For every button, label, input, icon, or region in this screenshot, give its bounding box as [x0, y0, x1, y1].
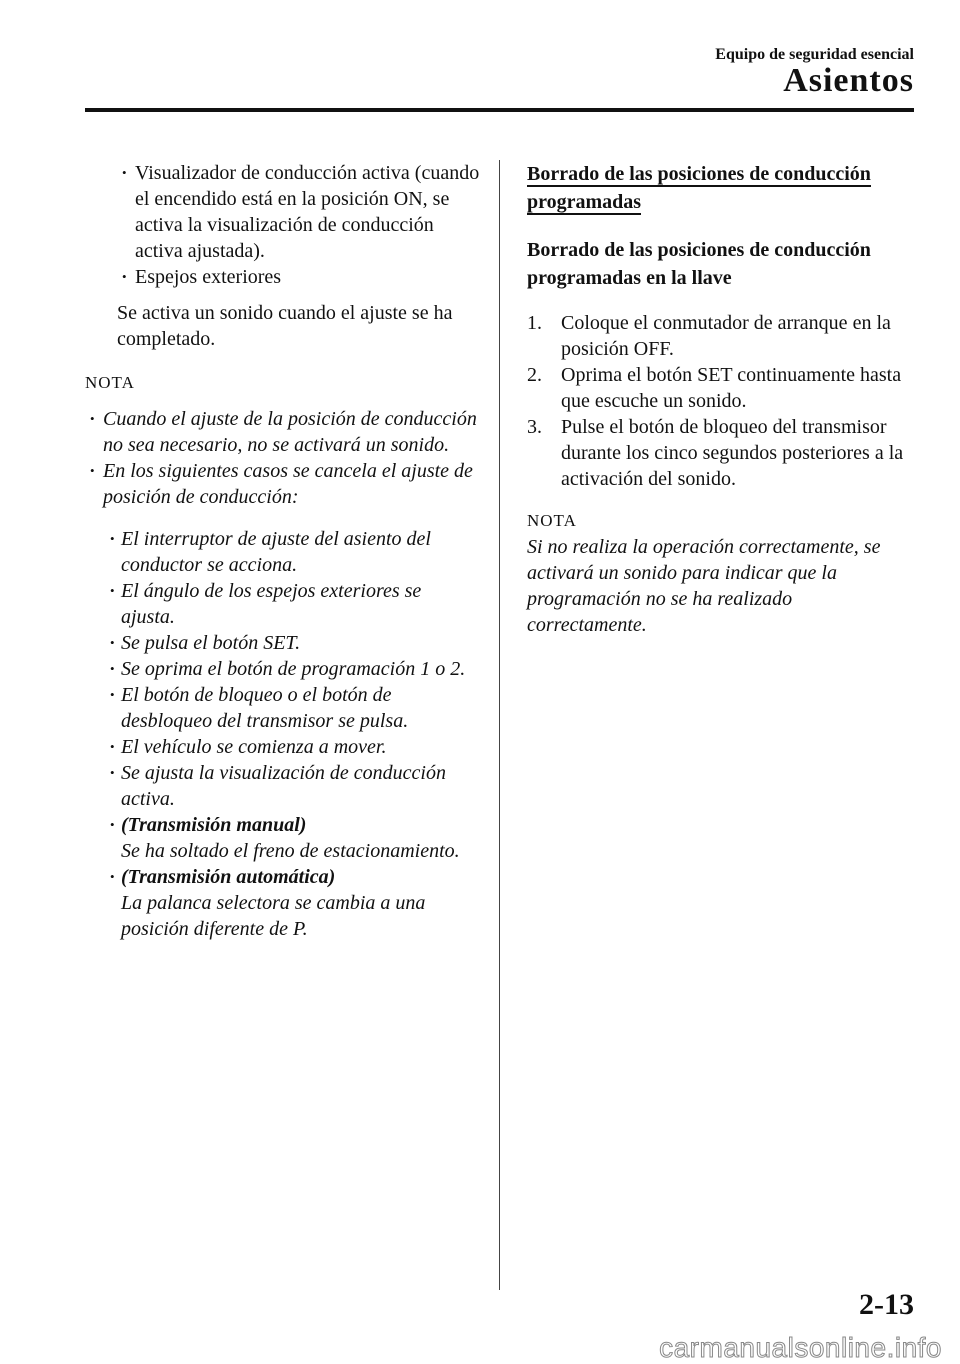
step-item: [527, 362, 915, 414]
bullet-icon: •: [110, 869, 115, 884]
header-rule: [85, 108, 914, 112]
left-column: [85, 160, 480, 942]
right-column: [527, 160, 915, 638]
cancel-condition-item: [85, 760, 480, 812]
page-number: 2-13: [859, 1288, 914, 1321]
bullet-icon: •: [122, 269, 127, 284]
bullet-icon: •: [110, 635, 115, 650]
step-text: Pulse el botón de bloqueo del transmisor durante los cinco segundos posteriores a la activación del sonido.: [561, 416, 904, 490]
section-heading-wrap: [527, 160, 915, 216]
steps-list: [527, 310, 915, 492]
cancel-condition-item: [85, 864, 480, 942]
bullet-icon: •: [90, 463, 95, 478]
note-item: [85, 458, 480, 510]
cancel-condition-text: El botón de bloqueo o el botón de desbloqueo del transmisor se pulsa.: [121, 684, 409, 732]
cancel-condition-heading: (Transmisión automática): [121, 866, 336, 888]
cancel-condition-text: Se oprima el botón de programación 1 o 2.: [121, 658, 466, 680]
note-label: NOTA: [85, 373, 135, 392]
watermark: carmanualsonline.info: [659, 1332, 942, 1363]
bullet-icon: •: [110, 817, 115, 832]
cancel-condition-text: El interruptor de ajuste del asiento del conductor se acciona.: [121, 528, 431, 576]
subsection-heading: Borrado de las posiciones de conducción programadas en la llave: [527, 239, 871, 289]
step-text: Coloque el conmutador de arranque en la posición OFF.: [561, 312, 891, 360]
cancel-condition-item: [85, 630, 480, 656]
step-item: [527, 310, 915, 362]
bullet-icon: •: [122, 165, 127, 180]
note-label: NOTA: [527, 511, 577, 530]
column-divider: [499, 160, 500, 1290]
cancel-condition-text: El ángulo de los espejos exteriores se ajusta.: [121, 580, 422, 628]
bullet-icon: •: [110, 661, 115, 676]
cancel-condition-text: La palanca selectora se cambia a una posición diferente de P.: [121, 892, 426, 940]
note-item-text: En los siguientes casos se cancela el ajuste de posición de conducción:: [103, 460, 473, 508]
bullet-icon: •: [110, 531, 115, 546]
note-text: Si no realiza la operación correctamente, se activará un sonido para indicar que la programación no se ha realizado correctamente.: [527, 536, 881, 636]
bullet-icon: •: [110, 687, 115, 702]
step-text: Oprima el botón SET continuamente hasta que escuche un sonido.: [561, 364, 902, 412]
step-item: [527, 414, 915, 492]
cancel-condition-heading: (Transmisión manual): [121, 814, 307, 836]
list-item: [85, 264, 480, 290]
bullet-icon: •: [110, 583, 115, 598]
step-number: 1.: [527, 312, 542, 334]
cancel-condition-item: [85, 526, 480, 578]
cancel-condition-item: [85, 682, 480, 734]
cancel-condition-item: [85, 578, 480, 630]
cancel-condition-item: [85, 812, 480, 864]
cancel-condition-item: [85, 656, 480, 682]
section-title: Equipo de seguridad esencial: [715, 46, 914, 63]
step-number: 2.: [527, 364, 542, 386]
section-heading: Borrado de las posiciones de conducción programadas: [527, 163, 871, 213]
list-item: [85, 160, 480, 264]
cancel-condition-text: Se ha soltado el freno de estacionamiento.: [121, 840, 460, 862]
bullet-icon: •: [110, 765, 115, 780]
page-title: Asientos: [783, 62, 914, 99]
note-item: [85, 406, 480, 458]
note-item-text: Cuando el ajuste de la posición de conducción no sea necesario, no se activará un sonido.: [103, 408, 477, 456]
cancel-condition-item: [85, 734, 480, 760]
bullet-icon: •: [110, 739, 115, 754]
bullet-icon: •: [90, 411, 95, 426]
step-number: 3.: [527, 416, 542, 438]
cancel-conditions-list: [85, 526, 480, 942]
cancel-condition-text: El vehículo se comienza a mover.: [121, 736, 387, 758]
cancel-condition-text: Se ajusta la visualización de conducción activa.: [121, 762, 446, 810]
list-item-text: Espejos exteriores: [135, 266, 282, 288]
sound-paragraph: Se activa un sonido cuando el ajuste se ha completado.: [117, 302, 453, 350]
cancel-condition-text: Se pulsa el botón SET.: [121, 632, 301, 654]
list-item-text: Visualizador de conducción activa (cuando el encendido está en la posición ON, se activa la visualización de conducción activa ajustada).: [135, 162, 480, 262]
